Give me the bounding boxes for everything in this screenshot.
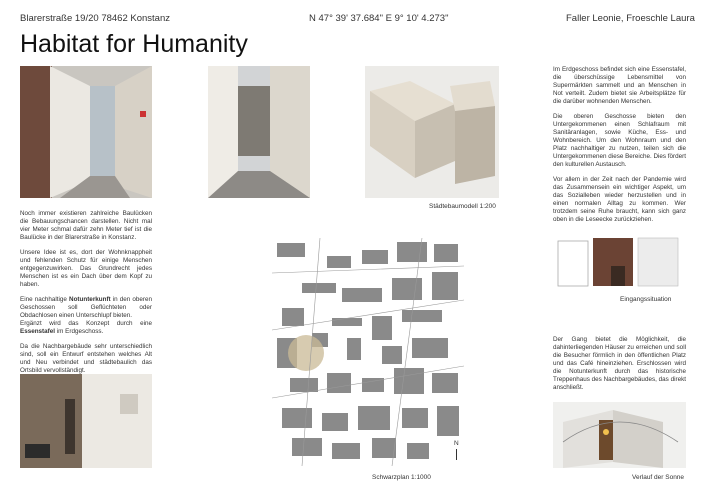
authors: Faller Leonie, Froeschle Laura [566, 13, 695, 24]
left-description [20, 210, 152, 382]
left-paragraph-3: Eine nachhaltige Notunterkunft in den oberen Geschossen soll Geflüchteten oder Obdachlosen einen Unterschlupf bieten. [20, 296, 152, 319]
right-paragraph-2: Die oberen Geschosse bieten den Untergekommenen einen Schlafraum mit Sanitäranlagen, sowie Küche, Ess- und Wohnbereich. Um den Wohnraum und den Platz nachhaltiger zu nutzen, teilen sich die Untergekommenen diese Bereiche. Dies fördert den kulturellen Austausch. [553, 113, 687, 168]
street-photo [20, 374, 152, 468]
sun-caption: Verlauf der Sonne [632, 474, 685, 481]
alley-photo-1 [20, 66, 152, 198]
plan-caption: Schwarzplan 1:1000 [372, 474, 431, 481]
coordinates: N 47° 39' 37.684" E 9° 10' 4.273" [309, 13, 449, 24]
right-paragraph-4: Der Gang bietet die Möglichkeit, die dahinterliegenden Häuser zu erreichen und soll die Besucher förmlich in den öffentlichen Platz und das Café hineinziehen. Erschlossen wird die Notunterkunft durch das historische Treppenhaus des Nachbargebäudes, das direkt anschließt. [553, 336, 686, 391]
page-title: Habitat for Humanity [20, 30, 248, 58]
north-arrow-icon: N [452, 440, 462, 460]
left-paragraph-2: Unsere Idee ist es, dort der Wohnknappheit und fehlenden Schutz für einige Menschen entgegenzuwirken. Das Grundrecht jedes Menschen ist es ein Dach über dem Kopf zu haben. [20, 249, 152, 288]
address: Blarerstraße 19/20 78462 Konstanz [20, 13, 170, 24]
entrance-caption: Eingangssituation [620, 296, 672, 303]
entrance-diagram [553, 236, 686, 291]
left-paragraph-1: Noch immer existieren zahlreiche Baulücken die Bebauungschancen darstellen. Nicht mal vier Meter schmal dafür zehn Meter tief ist die Baulücke in der Blarerstraße in Konstanz. [20, 210, 152, 241]
model-caption: Städtebaumodell 1:200 [429, 203, 496, 210]
alley-photo-2 [208, 66, 310, 198]
right-description-2 [553, 336, 686, 399]
right-paragraph-3: Vor allem in der Zeit nach der Pandemie wird das Zusammensein ein wichtiger Aspekt, um das Sozialleben wieder herzustellen und in einen normalen Alltag zu kommen. Wer trotzdem seine Ruhe braucht, kann sich ganz oben in die Leseecke zurückziehen. [553, 176, 686, 223]
site-map [272, 238, 464, 466]
left-paragraph-4: Da die Nachbargebäude sehr unterschiedlich sind, soll ein Entwurf entstehen welches Alt und Neu verbindet und städtebaulich das Ortsbild vervollständigt. [20, 343, 152, 374]
right-paragraph-1: Im Erdgeschoss befindet sich eine Essenstafel, die überschüssige Lebensmittel von Supermärkten sammelt und an Menschen in Not verteilt. Zudem bietet sie Arbeitsplätze für die darüber wohnenden Menschen. [553, 66, 686, 105]
sun-path-diagram [553, 402, 686, 468]
right-description [553, 66, 686, 231]
urban-model-photo [365, 66, 499, 198]
left-paragraph-3b: Ergänzt wird das Konzept durch eine Essenstafel im Erdgeschoss. [20, 320, 152, 335]
